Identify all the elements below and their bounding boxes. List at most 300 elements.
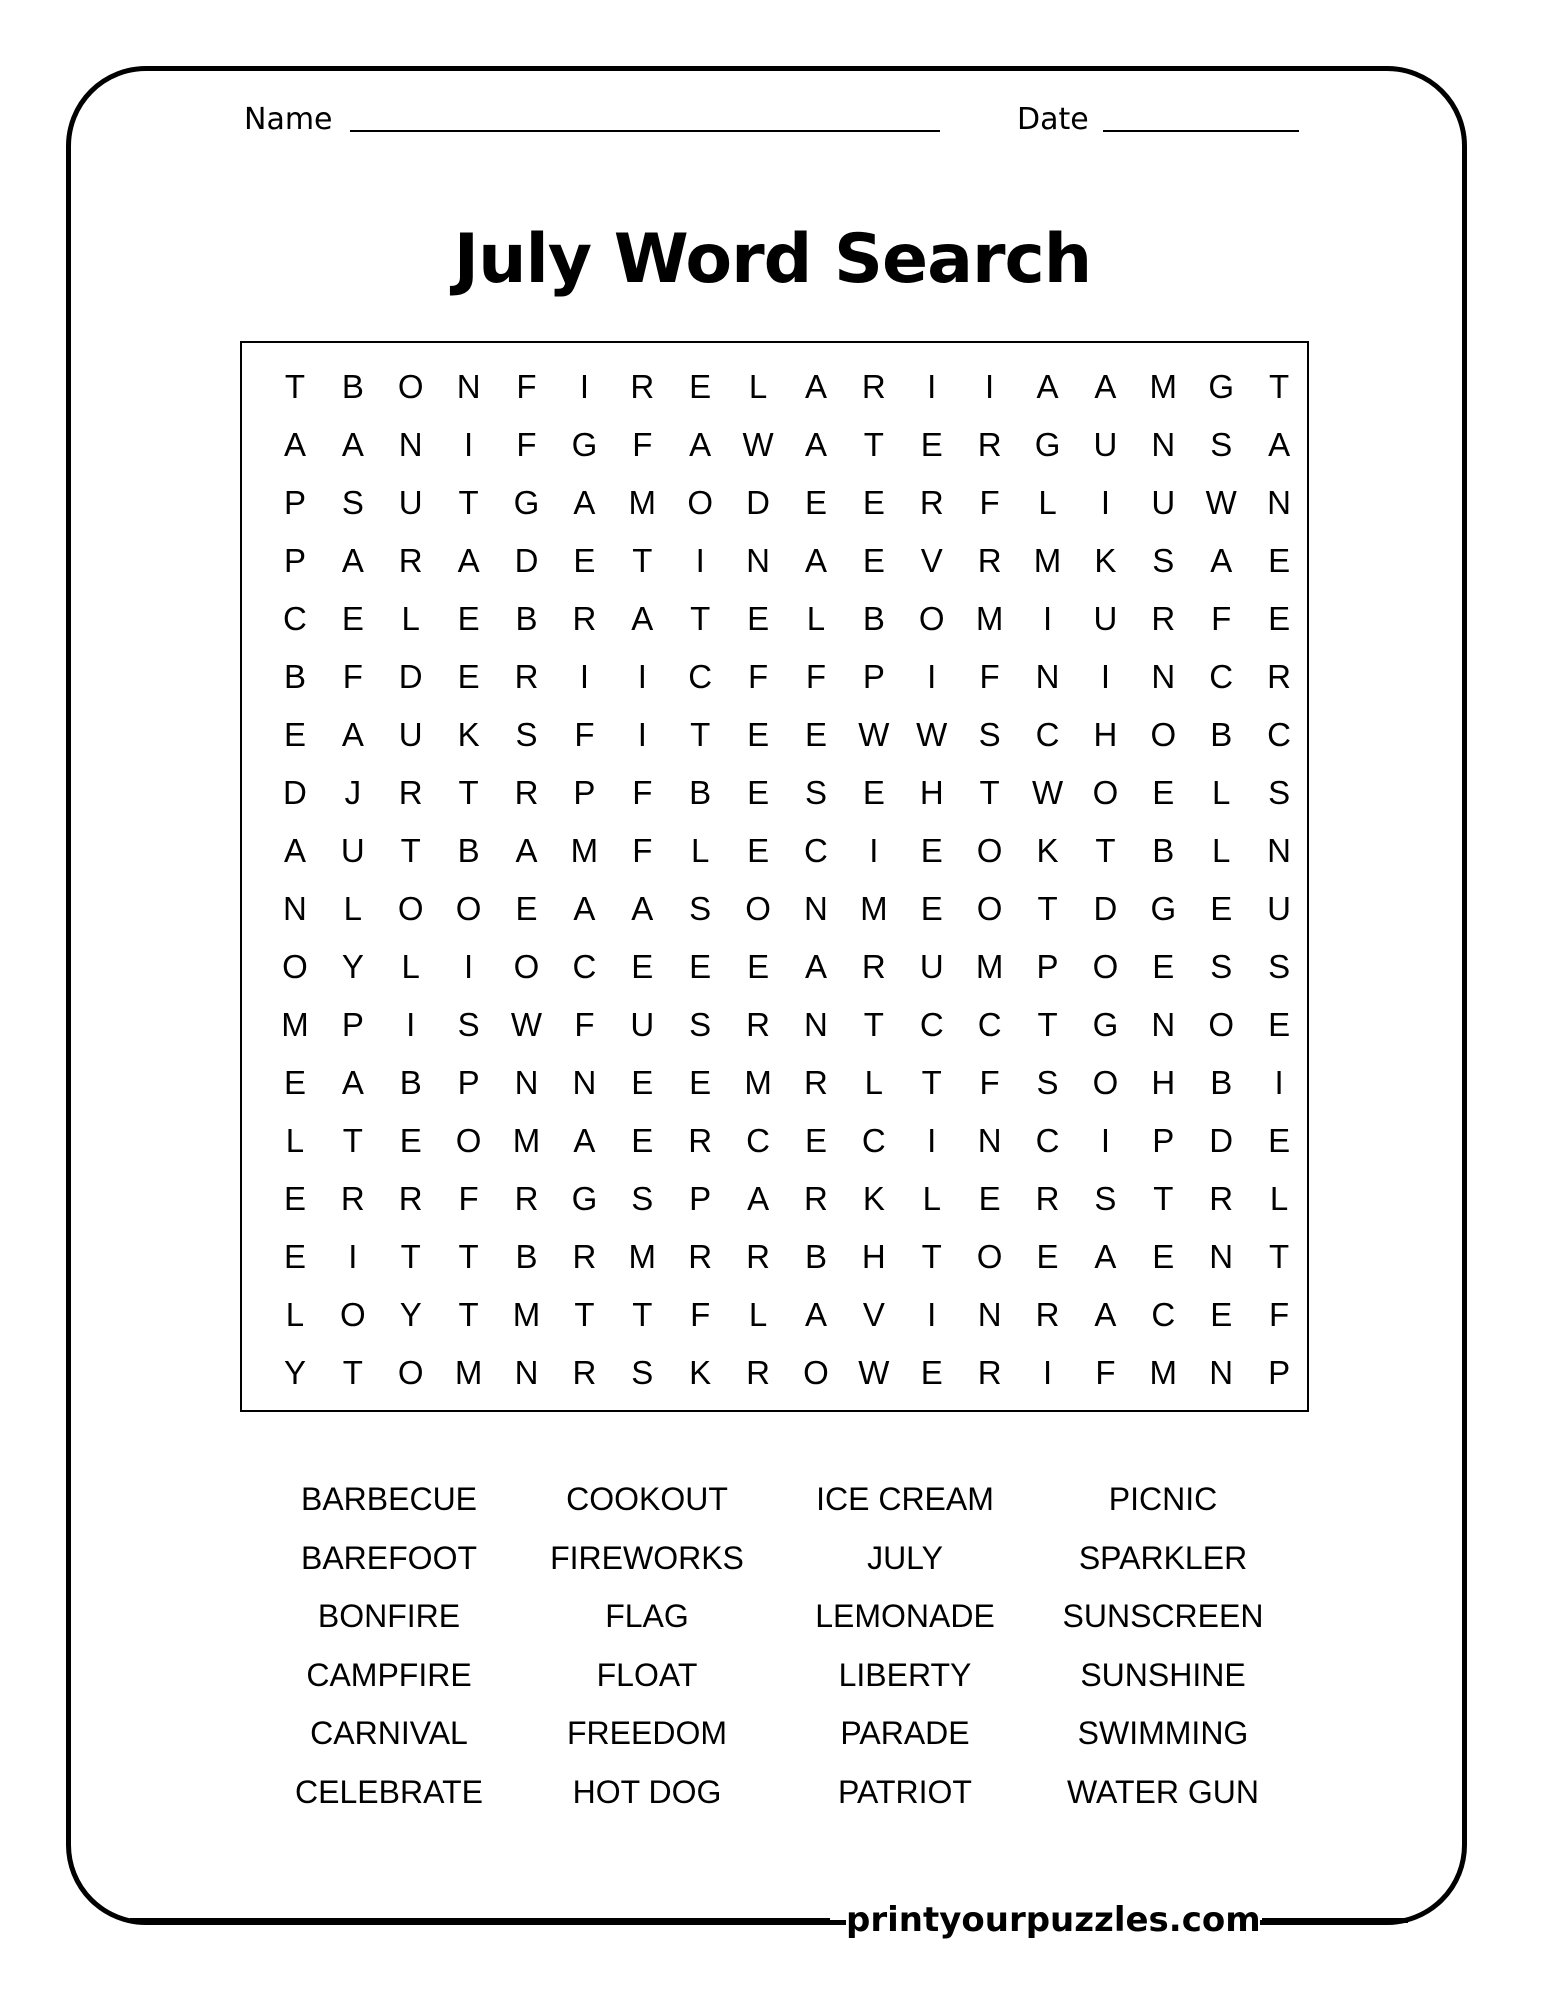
grid-letter: O bbox=[455, 1122, 482, 1159]
word-list-item: BONFIRE bbox=[317, 1598, 461, 1634]
grid-letter: I bbox=[1100, 1122, 1110, 1159]
grid-letter: L bbox=[806, 600, 826, 637]
word-list-item: FIREWORKS bbox=[550, 1539, 744, 1576]
grid-letter: T bbox=[979, 774, 1000, 811]
grid-letter: T bbox=[690, 716, 711, 753]
grid-letter: A bbox=[341, 716, 364, 753]
grid-letter: N bbox=[1209, 1238, 1234, 1275]
grid-letter: C bbox=[919, 1006, 944, 1043]
grid-letter: R bbox=[572, 1238, 597, 1275]
grid-letter: P bbox=[1152, 1122, 1175, 1159]
grid-letter: R bbox=[746, 1006, 770, 1043]
grid-letter: A bbox=[341, 1064, 364, 1101]
grid-letter: A bbox=[573, 1122, 596, 1159]
grid-letter: N bbox=[1209, 1354, 1234, 1391]
grid-letter: R bbox=[861, 948, 886, 985]
grid-letter: M bbox=[975, 600, 1004, 637]
grid-letter: T bbox=[284, 368, 306, 405]
grid-letter: L bbox=[864, 1064, 884, 1101]
grid-letter: S bbox=[341, 484, 364, 521]
grid-letter: B bbox=[341, 368, 364, 405]
grid-letter: S bbox=[804, 774, 827, 811]
grid-letter: F bbox=[632, 832, 653, 869]
name-label: Name bbox=[244, 102, 333, 137]
grid-letter: O bbox=[513, 948, 540, 985]
grid-letter: T bbox=[342, 1122, 363, 1159]
grid-letter: F bbox=[1269, 1296, 1290, 1333]
grid-letter: I bbox=[927, 1296, 937, 1333]
grid-letter: P bbox=[573, 774, 596, 811]
grid-letter: C bbox=[1267, 716, 1291, 753]
grid-letter: A bbox=[689, 426, 712, 463]
grid-letter: R bbox=[804, 1180, 828, 1217]
grid-letter: O bbox=[397, 1354, 424, 1391]
grid-letter: A bbox=[804, 542, 827, 579]
grid-letter: C bbox=[746, 1122, 770, 1159]
grid-letter: N bbox=[1151, 426, 1176, 463]
grid-letter: A bbox=[1094, 1238, 1117, 1275]
grid-letter: E bbox=[689, 368, 712, 405]
grid-letter: N bbox=[398, 426, 423, 463]
grid-letter: T bbox=[863, 426, 884, 463]
grid-letter: F bbox=[458, 1180, 479, 1217]
grid-letter: E bbox=[920, 426, 943, 463]
grid-letter: E bbox=[920, 832, 943, 869]
grid-letter: D bbox=[398, 658, 423, 695]
grid-letter: F bbox=[1211, 600, 1232, 637]
grid-letter: U bbox=[630, 1006, 655, 1043]
grid-letter: O bbox=[976, 890, 1003, 927]
grid-letter: E bbox=[283, 1238, 306, 1275]
grid-letter: F bbox=[979, 1064, 1000, 1101]
word-list-item: FLOAT bbox=[596, 1656, 698, 1693]
grid-letter: C bbox=[688, 658, 713, 695]
grid-letter: E bbox=[978, 1180, 1001, 1217]
grid-letter: S bbox=[1094, 1180, 1117, 1217]
grid-letter: A bbox=[1094, 1296, 1117, 1333]
grid-letter: E bbox=[862, 542, 885, 579]
word-list-item: FREEDOM bbox=[567, 1715, 727, 1751]
word-list-item: JULY bbox=[867, 1539, 943, 1576]
grid-letter: E bbox=[1152, 1238, 1175, 1275]
grid-letter: A bbox=[631, 890, 654, 927]
word-list bbox=[260, 1470, 1300, 1821]
grid-letter: I bbox=[464, 948, 474, 985]
grid-letter: A bbox=[341, 542, 364, 579]
grid-letter: F bbox=[979, 484, 1000, 521]
grid-letter: C bbox=[1035, 1122, 1060, 1159]
grid-letter: W bbox=[1031, 774, 1064, 811]
grid-letter: F bbox=[632, 426, 653, 463]
grid-letter: B bbox=[1210, 1064, 1233, 1101]
word-list-item: LIBERTY bbox=[838, 1656, 972, 1693]
grid-letter: G bbox=[1150, 890, 1177, 927]
grid-letter: R bbox=[861, 368, 886, 405]
word-list-item: PICNIC bbox=[1108, 1481, 1218, 1517]
grid-letter: G bbox=[1208, 368, 1235, 405]
grid-letter: L bbox=[1212, 774, 1231, 811]
grid-letter: I bbox=[985, 368, 995, 405]
grid-letter: K bbox=[457, 716, 480, 753]
grid-letter: R bbox=[1035, 1180, 1060, 1217]
grid-letter: O bbox=[1208, 1006, 1235, 1043]
grid-letter: F bbox=[690, 1296, 711, 1333]
grid-letter: P bbox=[457, 1064, 480, 1101]
grid-letter: K bbox=[862, 1180, 885, 1217]
grid-letter: L bbox=[1212, 832, 1231, 869]
grid-letter: I bbox=[927, 658, 937, 695]
grid-letter: S bbox=[1268, 948, 1291, 985]
grid-letter: J bbox=[344, 774, 362, 811]
grid-letter: R bbox=[514, 1180, 539, 1217]
grid-letter: A bbox=[573, 890, 596, 927]
grid-letter: M bbox=[628, 484, 657, 521]
grid-letter: O bbox=[1150, 716, 1177, 753]
grid-letter: M bbox=[860, 890, 888, 927]
grid-letter: O bbox=[918, 600, 945, 637]
grid-letter: R bbox=[1267, 658, 1291, 695]
grid-letter: R bbox=[398, 774, 423, 811]
grid-letter: B bbox=[689, 774, 712, 811]
grid-letter: N bbox=[977, 1296, 1002, 1333]
grid-letter: R bbox=[572, 1354, 597, 1391]
grid-letter: N bbox=[514, 1354, 539, 1391]
grid-letter: W bbox=[858, 1354, 890, 1391]
grid-letter: T bbox=[342, 1354, 363, 1391]
grid-letter: O bbox=[745, 890, 771, 927]
grid-letter: S bbox=[631, 1354, 654, 1391]
grid-letter: R bbox=[1035, 1296, 1060, 1333]
grid-letter: E bbox=[920, 1354, 943, 1391]
grid-letter: I bbox=[579, 368, 589, 405]
grid-letter: I bbox=[579, 658, 589, 695]
word-list-item: SUNSCREEN bbox=[1062, 1598, 1264, 1634]
word-list-item: CAMPFIRE bbox=[306, 1656, 472, 1693]
grid-letter: P bbox=[1036, 948, 1059, 985]
grid-letter: L bbox=[691, 832, 710, 869]
grid-letter: C bbox=[1209, 658, 1234, 695]
grid-letter: A bbox=[1210, 542, 1233, 579]
puzzle-grid bbox=[266, 343, 1308, 1391]
grid-letter: A bbox=[457, 542, 480, 579]
grid-letter: A bbox=[1036, 368, 1059, 405]
grid-letter: S bbox=[515, 716, 538, 753]
grid-letter: G bbox=[1092, 1006, 1119, 1043]
grid-letter: R bbox=[1209, 1180, 1234, 1217]
grid-letter: A bbox=[1094, 368, 1117, 405]
grid-letter: G bbox=[571, 426, 598, 463]
grid-letter: U bbox=[398, 716, 423, 753]
grid-letter: K bbox=[1036, 832, 1059, 869]
grid-letter: W bbox=[858, 716, 890, 753]
grid-letter: T bbox=[921, 1064, 942, 1101]
grid-letter: G bbox=[513, 484, 540, 521]
grid-letter: U bbox=[398, 484, 423, 521]
grid-letter: E bbox=[747, 948, 770, 985]
grid-letter: H bbox=[1151, 1064, 1176, 1101]
grid-letter: N bbox=[1151, 658, 1176, 695]
page-title: July Word Search bbox=[453, 220, 1092, 299]
grid-letter: I bbox=[464, 426, 474, 463]
grid-letter: B bbox=[804, 1238, 827, 1275]
grid-letter: T bbox=[1037, 1006, 1058, 1043]
word-list-item: SUNSHINE bbox=[1080, 1656, 1246, 1693]
date-label: Date bbox=[1017, 102, 1089, 137]
grid-letter: F bbox=[574, 716, 595, 753]
grid-letter: O bbox=[455, 890, 482, 927]
grid-letter: E bbox=[283, 1180, 306, 1217]
grid-letter: E bbox=[1152, 774, 1175, 811]
word-list-item: COOKOUT bbox=[566, 1481, 728, 1517]
grid-letter: D bbox=[1209, 1122, 1234, 1159]
grid-letter: W bbox=[916, 716, 948, 753]
grid-letter: M bbox=[570, 832, 599, 869]
grid-letter: D bbox=[283, 774, 307, 811]
grid-letter: E bbox=[1036, 1238, 1059, 1275]
grid-letter: B bbox=[515, 1238, 538, 1275]
grid-letter: R bbox=[977, 542, 1002, 579]
grid-letter: H bbox=[919, 774, 944, 811]
grid-letter: W bbox=[1205, 484, 1237, 521]
word-list-item: LEMONADE bbox=[815, 1598, 995, 1634]
grid-letter: C bbox=[977, 1006, 1002, 1043]
grid-letter: S bbox=[457, 1006, 480, 1043]
grid-letter: M bbox=[628, 1238, 657, 1275]
grid-letter: G bbox=[1034, 426, 1061, 463]
grid-letter: E bbox=[1268, 1122, 1291, 1159]
grid-letter: S bbox=[1152, 542, 1175, 579]
word-list-item: PATRIOT bbox=[838, 1773, 972, 1810]
word-list-item: HOT DOG bbox=[572, 1773, 722, 1810]
grid-letter: T bbox=[400, 832, 421, 869]
grid-letter: E bbox=[804, 484, 827, 521]
grid-letter: R bbox=[340, 1180, 365, 1217]
grid-letter: E bbox=[1268, 542, 1291, 579]
grid-letter: B bbox=[457, 832, 480, 869]
grid-letter: O bbox=[282, 948, 308, 985]
grid-letter: R bbox=[398, 1180, 423, 1217]
grid-letter: R bbox=[514, 658, 539, 695]
grid-letter: K bbox=[689, 1354, 712, 1391]
grid-letter: M bbox=[454, 1354, 483, 1391]
grid-letter: R bbox=[977, 426, 1002, 463]
grid-letter: Y bbox=[399, 1296, 422, 1333]
grid-letter: E bbox=[1210, 1296, 1233, 1333]
grid-letter: I bbox=[927, 1122, 937, 1159]
word-list-item: WATER GUN bbox=[1067, 1773, 1259, 1810]
grid-letter: U bbox=[1093, 600, 1118, 637]
grid-letter: R bbox=[746, 1354, 770, 1391]
grid-letter: T bbox=[1269, 368, 1290, 405]
word-list-item: SWIMMING bbox=[1077, 1715, 1249, 1751]
grid-letter: T bbox=[921, 1238, 942, 1275]
grid-letter: N bbox=[572, 1064, 597, 1101]
grid-letter: F bbox=[1095, 1354, 1116, 1391]
grid-letter: A bbox=[804, 368, 827, 405]
grid-letter: I bbox=[869, 832, 879, 869]
grid-letter: P bbox=[283, 484, 306, 521]
grid-letter: H bbox=[861, 1238, 886, 1275]
grid-letter: T bbox=[458, 1296, 479, 1333]
grid-letter: T bbox=[632, 1296, 653, 1333]
word-list-item: PARADE bbox=[840, 1715, 970, 1751]
grid-letter: I bbox=[1100, 484, 1110, 521]
grid-letter: F bbox=[805, 658, 827, 695]
grid-letter: C bbox=[804, 832, 828, 869]
grid-letter: E bbox=[631, 948, 654, 985]
grid-letter: E bbox=[747, 600, 770, 637]
grid-letter: I bbox=[406, 1006, 416, 1043]
grid-letter: I bbox=[695, 542, 705, 579]
grid-letter: B bbox=[1210, 716, 1233, 753]
grid-letter: E bbox=[341, 600, 364, 637]
grid-letter: N bbox=[514, 1064, 539, 1101]
grid-letter: M bbox=[512, 1122, 541, 1159]
grid-letter: L bbox=[922, 1180, 941, 1217]
grid-letter: L bbox=[401, 600, 420, 637]
grid-letter: E bbox=[862, 484, 885, 521]
grid-letter: C bbox=[861, 1122, 886, 1159]
grid-letter: T bbox=[574, 1296, 595, 1333]
grid-letter: N bbox=[1267, 484, 1291, 521]
grid-letter: C bbox=[283, 600, 307, 637]
word-list-item: SPARKLER bbox=[1078, 1539, 1248, 1576]
grid-letter: R bbox=[688, 1238, 713, 1275]
grid-letter: I bbox=[348, 1238, 358, 1275]
grid-letter: A bbox=[573, 484, 596, 521]
grid-letter: I bbox=[1042, 1354, 1053, 1391]
grid-letter: M bbox=[512, 1296, 541, 1333]
grid-letter: O bbox=[397, 890, 424, 927]
grid-letter: R bbox=[514, 774, 539, 811]
grid-letter: W bbox=[510, 1006, 543, 1043]
header-row bbox=[0, 100, 1545, 140]
grid-letter: O bbox=[976, 832, 1003, 869]
footer-line-left bbox=[130, 1918, 830, 1923]
grid-letter: N bbox=[804, 1006, 828, 1043]
grid-letter: U bbox=[1267, 890, 1291, 927]
grid-letter: M bbox=[1149, 368, 1178, 405]
grid-letter: O bbox=[1092, 1064, 1119, 1101]
grid-letter: E bbox=[689, 948, 712, 985]
grid-letter: N bbox=[804, 890, 828, 927]
word-list-item: CELEBRATE bbox=[295, 1773, 483, 1810]
grid-letter: E bbox=[689, 1064, 712, 1101]
grid-letter: A bbox=[747, 1180, 770, 1217]
grid-letter: C bbox=[1035, 716, 1060, 753]
grid-letter: S bbox=[689, 890, 712, 927]
grid-letter: S bbox=[1210, 948, 1233, 985]
grid-letter: O bbox=[976, 1238, 1003, 1275]
grid-letter: L bbox=[343, 890, 363, 927]
grid-letter: M bbox=[1149, 1354, 1178, 1391]
grid-letter: I bbox=[927, 368, 937, 405]
grid-letter: T bbox=[458, 484, 479, 521]
grid-letter: E bbox=[804, 716, 827, 753]
date-line bbox=[1103, 130, 1299, 132]
grid-letter: O bbox=[1092, 774, 1119, 811]
word-list-item: BARBECUE bbox=[300, 1481, 478, 1517]
grid-letter: S bbox=[1036, 1064, 1059, 1101]
grid-letter: T bbox=[1153, 1180, 1174, 1217]
grid-letter: E bbox=[1210, 890, 1233, 927]
grid-letter: T bbox=[458, 1238, 479, 1275]
grid-letter: I bbox=[637, 716, 647, 753]
grid-letter: T bbox=[1037, 890, 1058, 927]
grid-letter: E bbox=[515, 890, 538, 927]
grid-letter: E bbox=[283, 1064, 306, 1101]
grid-letter: E bbox=[1268, 1006, 1291, 1043]
grid-letter: I bbox=[1100, 658, 1110, 695]
grid-letter: A bbox=[341, 426, 364, 463]
grid-letter: E bbox=[747, 774, 770, 811]
grid-letter: V bbox=[920, 542, 943, 579]
grid-letter: B bbox=[515, 600, 538, 637]
grid-letter: E bbox=[804, 1122, 827, 1159]
grid-letter: N bbox=[456, 368, 481, 405]
grid-letter: N bbox=[283, 890, 307, 927]
grid-letter: E bbox=[862, 774, 885, 811]
grid-letter: R bbox=[1151, 600, 1176, 637]
grid-letter: O bbox=[397, 368, 424, 405]
grid-letter: D bbox=[1093, 890, 1118, 927]
grid-letter: E bbox=[457, 600, 480, 637]
grid-letter: T bbox=[1269, 1238, 1290, 1275]
grid-letter: T bbox=[690, 600, 711, 637]
grid-letter: F bbox=[979, 658, 1000, 695]
grid-letter: P bbox=[862, 658, 885, 695]
grid-letter: L bbox=[1038, 484, 1057, 521]
grid-letter: A bbox=[631, 600, 654, 637]
grid-letter: F bbox=[516, 368, 537, 405]
grid-letter: L bbox=[748, 368, 768, 405]
grid-letter: F bbox=[747, 658, 769, 695]
grid-letter: F bbox=[516, 426, 537, 463]
grid-letter: I bbox=[1042, 600, 1053, 637]
grid-letter: N bbox=[1035, 658, 1060, 695]
footer-line-right bbox=[1262, 1918, 1408, 1923]
grid-letter: H bbox=[1093, 716, 1118, 753]
grid-letter: A bbox=[283, 832, 306, 869]
grid-letter: C bbox=[572, 948, 597, 985]
grid-letter: V bbox=[862, 1296, 885, 1333]
grid-letter: E bbox=[631, 1064, 654, 1101]
puzzle-grid-box bbox=[240, 341, 1309, 1412]
grid-letter: O bbox=[1092, 948, 1119, 985]
grid-letter: R bbox=[398, 542, 423, 579]
grid-letter: F bbox=[574, 1006, 595, 1043]
word-list-item: ICE CREAM bbox=[816, 1481, 994, 1517]
grid-letter: O bbox=[687, 484, 714, 521]
grid-letter: D bbox=[514, 542, 539, 579]
grid-letter: E bbox=[1152, 948, 1175, 985]
grid-letter: I bbox=[1274, 1064, 1284, 1101]
grid-letter: L bbox=[748, 1296, 768, 1333]
grid-letter: K bbox=[1094, 542, 1117, 579]
grid-letter: W bbox=[742, 426, 774, 463]
grid-letter: L bbox=[401, 948, 420, 985]
grid-letter: T bbox=[632, 542, 653, 579]
grid-letter: R bbox=[919, 484, 944, 521]
grid-letter: P bbox=[1268, 1354, 1291, 1391]
grid-letter: Y bbox=[283, 1354, 306, 1391]
grid-letter: Y bbox=[341, 948, 364, 985]
grid-letter: M bbox=[281, 1006, 309, 1043]
grid-letter: B bbox=[399, 1064, 422, 1101]
grid-letter: A bbox=[804, 426, 827, 463]
grid-letter: E bbox=[399, 1122, 422, 1159]
grid-letter: M bbox=[1033, 542, 1062, 579]
